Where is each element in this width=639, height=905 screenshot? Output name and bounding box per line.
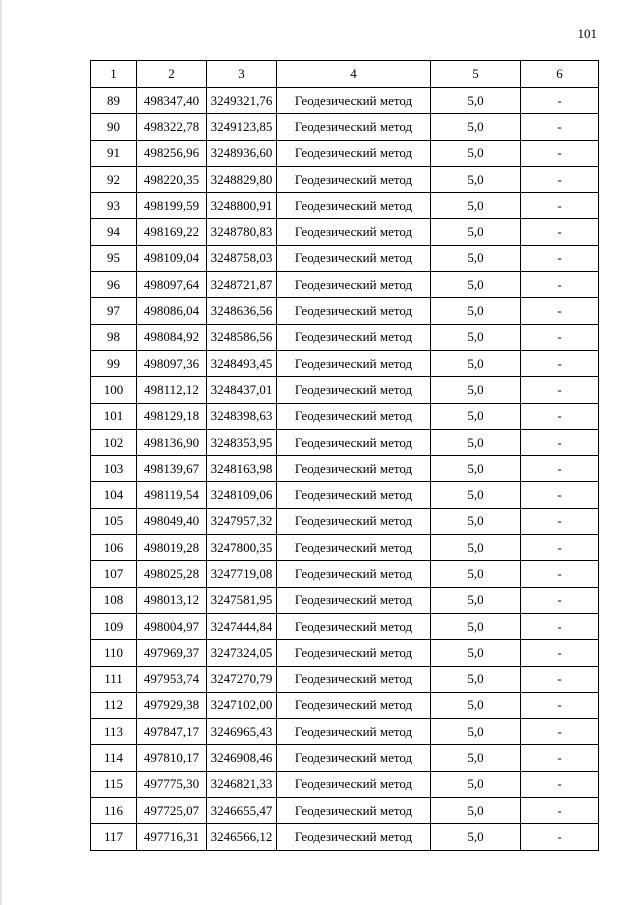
method-cell: Геодезический метод [277,535,431,561]
method-cell: Геодезический метод [277,587,431,613]
note-cell: - [521,193,599,219]
accuracy-cell: 5,0 [431,824,521,850]
table-row [91,456,599,482]
point-number-cell: 111 [91,666,137,692]
y-coordinate-cell: 3247444,84 [207,613,277,639]
column-header-2: 2 [137,61,207,88]
table-row [91,377,599,403]
note-cell: - [521,403,599,429]
table-body [91,88,599,851]
accuracy-cell: 5,0 [431,88,521,114]
note-cell: - [521,219,599,245]
method-cell: Геодезический метод [277,745,431,771]
note-cell: - [521,745,599,771]
y-coordinate-cell: 3246908,46 [207,745,277,771]
note-cell: - [521,166,599,192]
point-number-cell: 105 [91,508,137,534]
accuracy-cell: 5,0 [431,561,521,587]
method-cell: Геодезический метод [277,561,431,587]
accuracy-cell: 5,0 [431,666,521,692]
y-coordinate-cell: 3249321,76 [207,88,277,114]
method-cell: Геодезический метод [277,719,431,745]
method-cell: Геодезический метод [277,692,431,718]
point-number-cell: 106 [91,535,137,561]
accuracy-cell: 5,0 [431,587,521,613]
scan-edge [0,0,3,905]
x-coordinate-cell: 498322,78 [137,114,207,140]
x-coordinate-cell: 498013,12 [137,587,207,613]
accuracy-cell: 5,0 [431,166,521,192]
note-cell: - [521,350,599,376]
x-coordinate-cell: 497969,37 [137,640,207,666]
point-number-cell: 117 [91,824,137,850]
table-row [91,508,599,534]
accuracy-cell: 5,0 [431,692,521,718]
x-coordinate-cell: 498129,18 [137,403,207,429]
accuracy-cell: 5,0 [431,140,521,166]
accuracy-cell: 5,0 [431,377,521,403]
method-cell: Геодезический метод [277,403,431,429]
table-row [91,140,599,166]
method-cell: Геодезический метод [277,771,431,797]
point-number-cell: 91 [91,140,137,166]
point-number-cell: 93 [91,193,137,219]
x-coordinate-cell: 498049,40 [137,508,207,534]
table-row [91,245,599,271]
note-cell: - [521,324,599,350]
method-cell: Геодезический метод [277,456,431,482]
accuracy-cell: 5,0 [431,193,521,219]
note-cell: - [521,666,599,692]
point-number-cell: 108 [91,587,137,613]
coordinates-table [90,60,599,851]
column-header-6: 6 [521,61,599,88]
point-number-cell: 107 [91,561,137,587]
x-coordinate-cell: 497953,74 [137,666,207,692]
x-coordinate-cell: 498199,59 [137,193,207,219]
x-coordinate-cell: 498139,67 [137,456,207,482]
x-coordinate-cell: 498019,28 [137,535,207,561]
table-row [91,403,599,429]
accuracy-cell: 5,0 [431,535,521,561]
y-coordinate-cell: 3247102,00 [207,692,277,718]
note-cell: - [521,640,599,666]
x-coordinate-cell: 498025,28 [137,561,207,587]
y-coordinate-cell: 3246655,47 [207,798,277,824]
point-number-cell: 116 [91,798,137,824]
method-cell: Геодезический метод [277,640,431,666]
x-coordinate-cell: 497847,17 [137,719,207,745]
table-row [91,429,599,455]
point-number-cell: 103 [91,456,137,482]
point-number-cell: 96 [91,272,137,298]
accuracy-cell: 5,0 [431,482,521,508]
point-number-cell: 112 [91,692,137,718]
accuracy-cell: 5,0 [431,403,521,429]
header-row [91,61,599,88]
point-number-cell: 92 [91,166,137,192]
method-cell: Геодезический метод [277,324,431,350]
x-coordinate-cell: 498086,04 [137,298,207,324]
table-row [91,193,599,219]
table-row [91,666,599,692]
method-cell: Геодезический метод [277,88,431,114]
x-coordinate-cell: 498220,35 [137,166,207,192]
note-cell: - [521,798,599,824]
note-cell: - [521,245,599,271]
point-number-cell: 98 [91,324,137,350]
method-cell: Геодезический метод [277,193,431,219]
accuracy-cell: 5,0 [431,771,521,797]
method-cell: Геодезический метод [277,377,431,403]
note-cell: - [521,482,599,508]
point-number-cell: 114 [91,745,137,771]
y-coordinate-cell: 3246965,43 [207,719,277,745]
y-coordinate-cell: 3249123,85 [207,114,277,140]
note-cell: - [521,561,599,587]
accuracy-cell: 5,0 [431,640,521,666]
point-number-cell: 109 [91,613,137,639]
method-cell: Геодезический метод [277,140,431,166]
x-coordinate-cell: 498119,54 [137,482,207,508]
x-coordinate-cell: 498004,97 [137,613,207,639]
note-cell: - [521,429,599,455]
table-row [91,166,599,192]
y-coordinate-cell: 3247581,95 [207,587,277,613]
table-row [91,272,599,298]
column-header-4: 4 [277,61,431,88]
table-row [91,613,599,639]
table-row [91,719,599,745]
y-coordinate-cell: 3248493,45 [207,350,277,376]
table-row [91,640,599,666]
point-number-cell: 95 [91,245,137,271]
method-cell: Геодезический метод [277,166,431,192]
x-coordinate-cell: 497775,30 [137,771,207,797]
table-row [91,88,599,114]
note-cell: - [521,114,599,140]
method-cell: Геодезический метод [277,798,431,824]
accuracy-cell: 5,0 [431,456,521,482]
method-cell: Геодезический метод [277,482,431,508]
accuracy-cell: 5,0 [431,245,521,271]
y-coordinate-cell: 3248163,98 [207,456,277,482]
table-row [91,350,599,376]
x-coordinate-cell: 498169,22 [137,219,207,245]
method-cell: Геодезический метод [277,508,431,534]
accuracy-cell: 5,0 [431,429,521,455]
accuracy-cell: 5,0 [431,272,521,298]
note-cell: - [521,140,599,166]
note-cell: - [521,771,599,797]
table-row [91,771,599,797]
x-coordinate-cell: 498097,64 [137,272,207,298]
table-row [91,482,599,508]
column-header-1: 1 [91,61,137,88]
table-row [91,561,599,587]
accuracy-cell: 5,0 [431,613,521,639]
table-row [91,587,599,613]
accuracy-cell: 5,0 [431,298,521,324]
note-cell: - [521,298,599,324]
note-cell: - [521,535,599,561]
point-number-cell: 99 [91,350,137,376]
note-cell: - [521,613,599,639]
y-coordinate-cell: 3248353,95 [207,429,277,455]
x-coordinate-cell: 498256,96 [137,140,207,166]
method-cell: Геодезический метод [277,350,431,376]
table-row [91,535,599,561]
method-cell: Геодезический метод [277,613,431,639]
y-coordinate-cell: 3247270,79 [207,666,277,692]
x-coordinate-cell: 498347,40 [137,88,207,114]
note-cell: - [521,88,599,114]
note-cell: - [521,272,599,298]
y-coordinate-cell: 3248437,01 [207,377,277,403]
x-coordinate-cell: 497929,38 [137,692,207,718]
accuracy-cell: 5,0 [431,219,521,245]
method-cell: Геодезический метод [277,245,431,271]
y-coordinate-cell: 3248109,06 [207,482,277,508]
accuracy-cell: 5,0 [431,798,521,824]
note-cell: - [521,456,599,482]
point-number-cell: 104 [91,482,137,508]
note-cell: - [521,377,599,403]
method-cell: Геодезический метод [277,666,431,692]
y-coordinate-cell: 3248758,03 [207,245,277,271]
x-coordinate-cell: 497716,31 [137,824,207,850]
note-cell: - [521,719,599,745]
table-row [91,324,599,350]
y-coordinate-cell: 3246821,33 [207,771,277,797]
table-row [91,798,599,824]
note-cell: - [521,508,599,534]
table-row [91,219,599,245]
y-coordinate-cell: 3246566,12 [207,824,277,850]
table-row [91,692,599,718]
table-row [91,298,599,324]
accuracy-cell: 5,0 [431,350,521,376]
method-cell: Геодезический метод [277,272,431,298]
y-coordinate-cell: 3247800,35 [207,535,277,561]
point-number-cell: 115 [91,771,137,797]
accuracy-cell: 5,0 [431,508,521,534]
accuracy-cell: 5,0 [431,324,521,350]
y-coordinate-cell: 3248936,60 [207,140,277,166]
y-coordinate-cell: 3248721,87 [207,272,277,298]
point-number-cell: 94 [91,219,137,245]
method-cell: Геодезический метод [277,219,431,245]
point-number-cell: 100 [91,377,137,403]
note-cell: - [521,824,599,850]
method-cell: Геодезический метод [277,298,431,324]
point-number-cell: 102 [91,429,137,455]
point-number-cell: 90 [91,114,137,140]
table-header [91,61,599,88]
method-cell: Геодезический метод [277,824,431,850]
accuracy-cell: 5,0 [431,745,521,771]
point-number-cell: 110 [91,640,137,666]
method-cell: Геодезический метод [277,114,431,140]
x-coordinate-cell: 497725,07 [137,798,207,824]
y-coordinate-cell: 3247719,08 [207,561,277,587]
note-cell: - [521,692,599,718]
table-row [91,114,599,140]
x-coordinate-cell: 498112,12 [137,377,207,403]
table-row [91,745,599,771]
point-number-cell: 89 [91,88,137,114]
y-coordinate-cell: 3248829,80 [207,166,277,192]
column-header-3: 3 [207,61,277,88]
x-coordinate-cell: 498136,90 [137,429,207,455]
accuracy-cell: 5,0 [431,719,521,745]
y-coordinate-cell: 3248636,56 [207,298,277,324]
y-coordinate-cell: 3247324,05 [207,640,277,666]
method-cell: Геодезический метод [277,429,431,455]
x-coordinate-cell: 498109,04 [137,245,207,271]
point-number-cell: 101 [91,403,137,429]
x-coordinate-cell: 497810,17 [137,745,207,771]
x-coordinate-cell: 498097,36 [137,350,207,376]
column-header-5: 5 [431,61,521,88]
y-coordinate-cell: 3247957,32 [207,508,277,534]
point-number-cell: 97 [91,298,137,324]
accuracy-cell: 5,0 [431,114,521,140]
point-number-cell: 113 [91,719,137,745]
y-coordinate-cell: 3248800,91 [207,193,277,219]
table-row [91,824,599,850]
note-cell: - [521,587,599,613]
y-coordinate-cell: 3248586,56 [207,324,277,350]
page-number: 101 [577,26,597,41]
y-coordinate-cell: 3248398,63 [207,403,277,429]
x-coordinate-cell: 498084,92 [137,324,207,350]
y-coordinate-cell: 3248780,83 [207,219,277,245]
